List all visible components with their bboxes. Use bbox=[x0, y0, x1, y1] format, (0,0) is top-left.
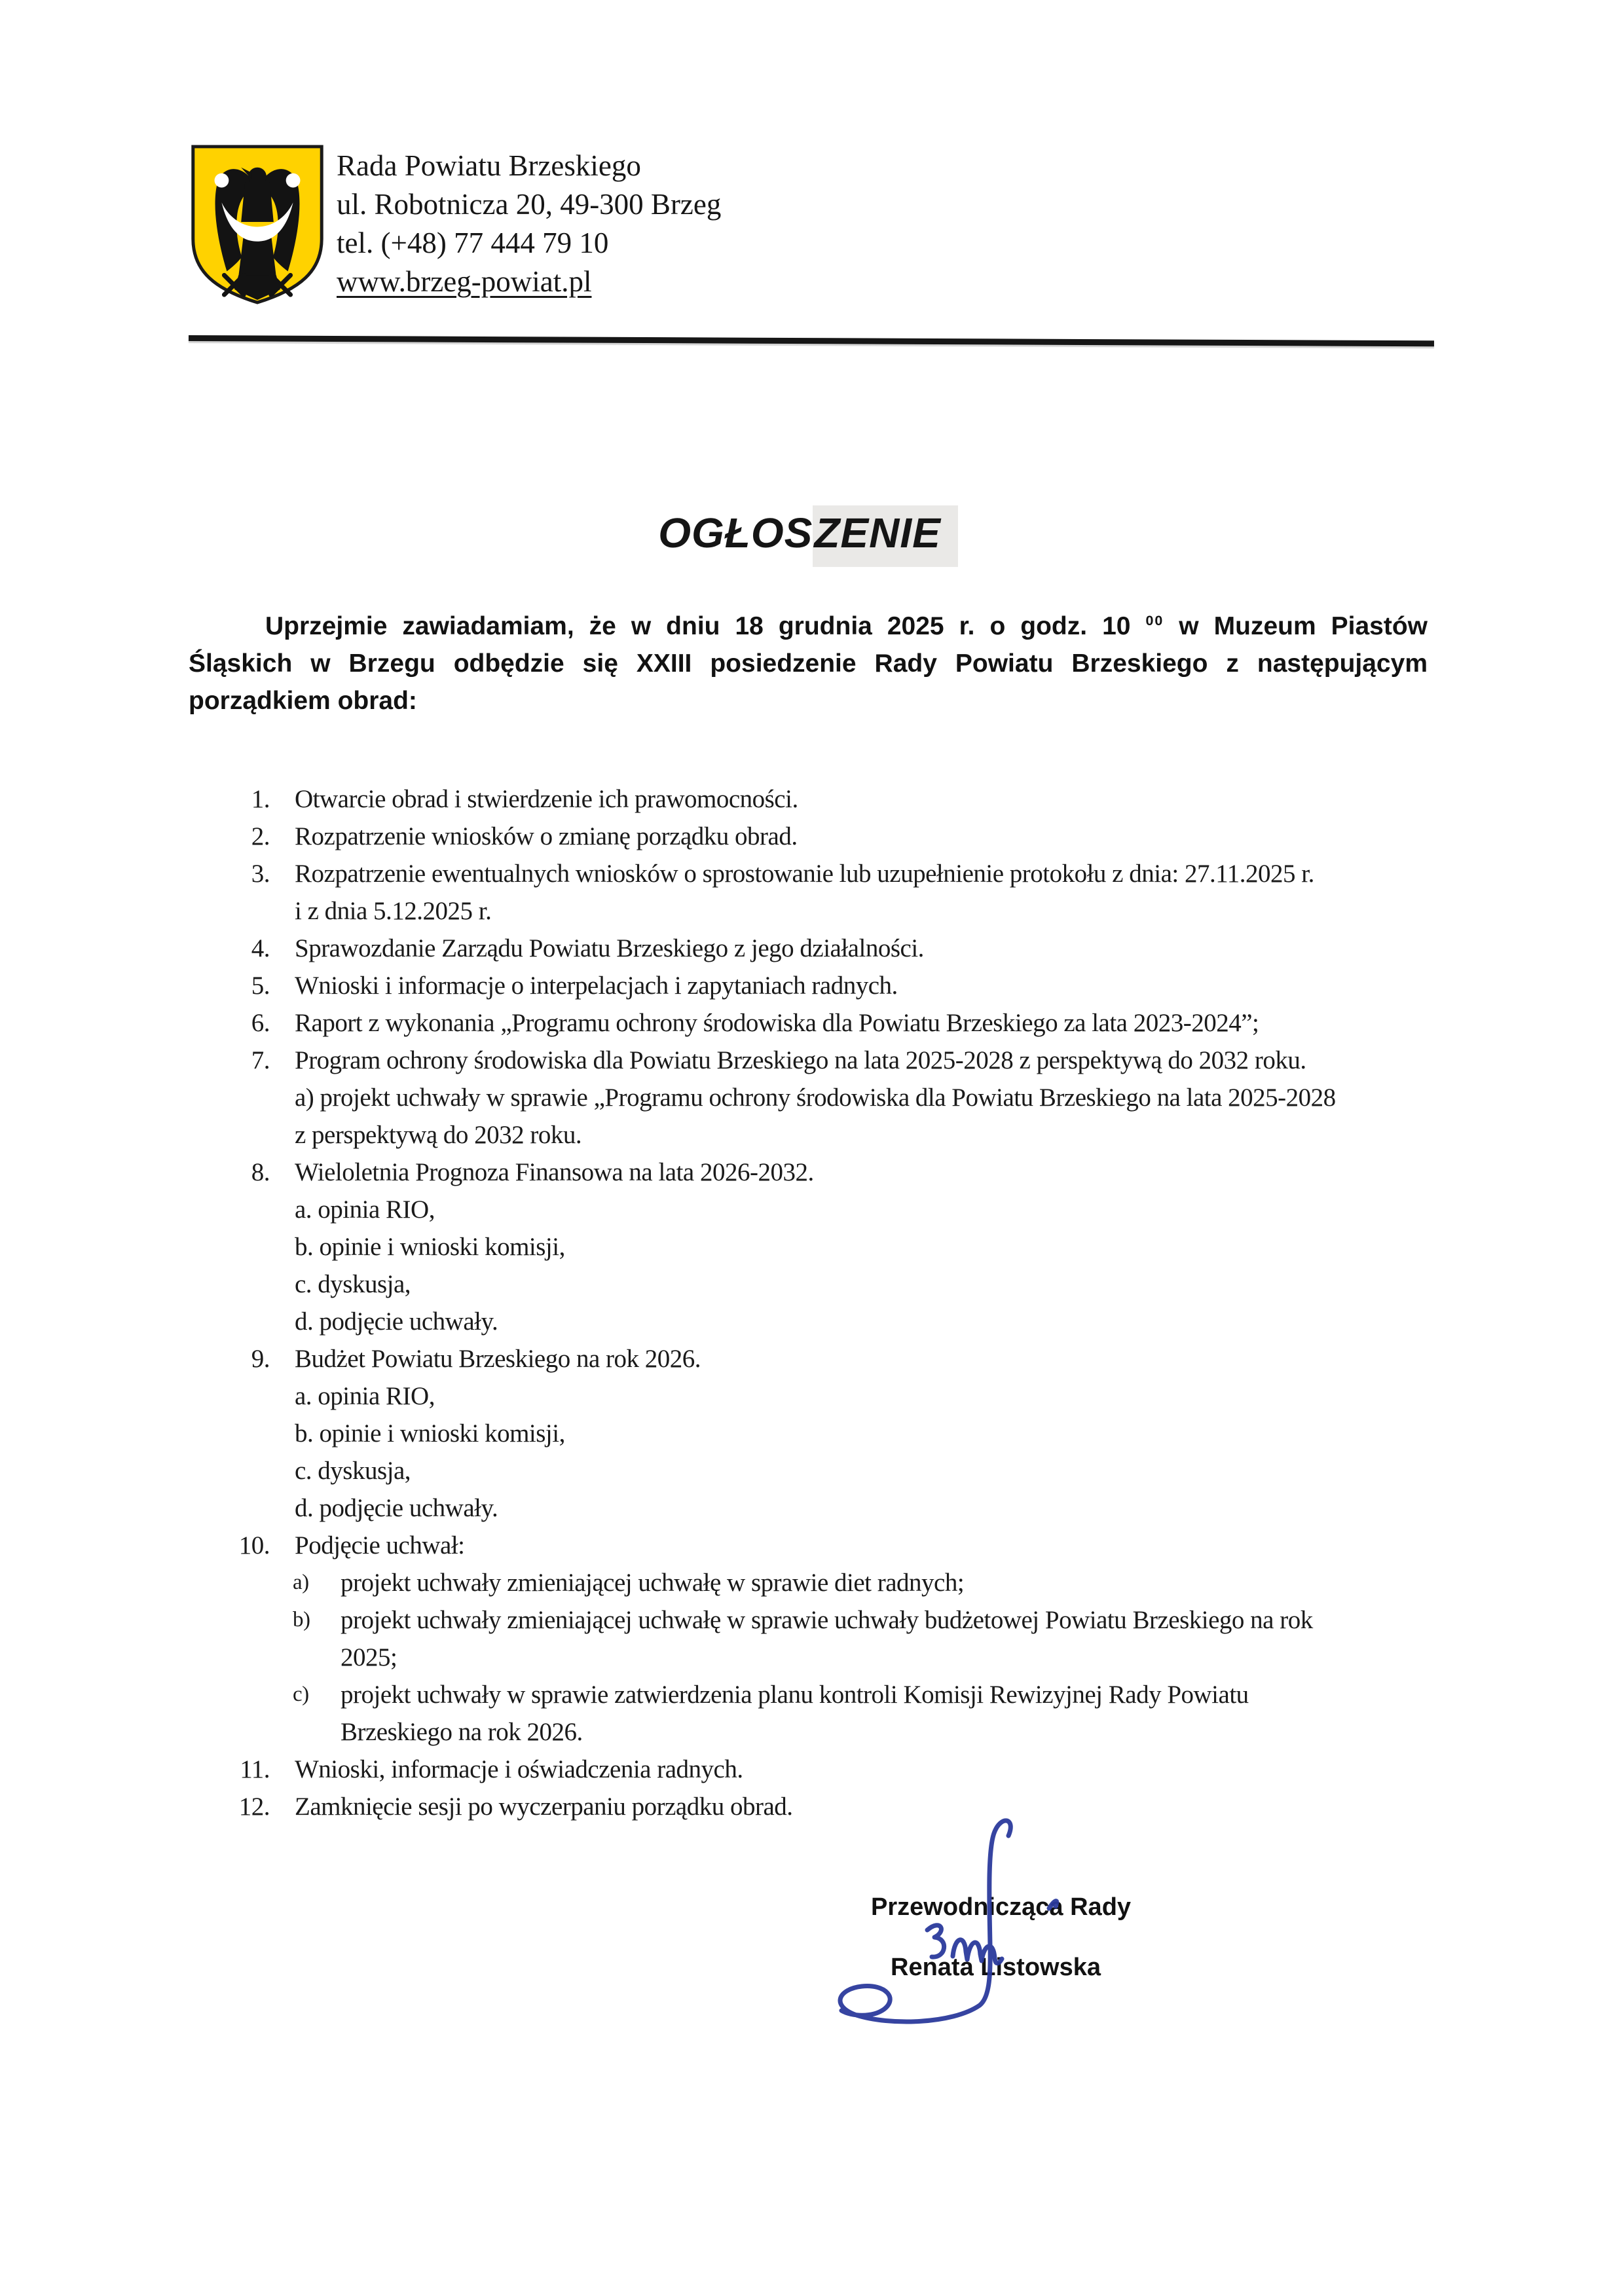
agenda-item-text bbox=[295, 930, 1522, 967]
agenda-item-number: 2. bbox=[251, 822, 270, 850]
agenda-subitem-text bbox=[341, 1564, 1522, 1601]
agenda-line: c. dyskusja, bbox=[295, 1457, 411, 1485]
intro-paragraph bbox=[189, 602, 1428, 720]
agenda-line: Rozpatrzenie ewentualnych wniosków o sprostowanie lub uzupełnienie protokołu z dnia: 27.11.2025 r. bbox=[295, 860, 1314, 888]
agenda-item-number: 7. bbox=[251, 1046, 270, 1074]
agenda-item-text bbox=[295, 1042, 1522, 1154]
agenda-line: Zamknięcie sesji po wyczerpaniu porządku obrad. bbox=[295, 1793, 793, 1821]
agenda-line: Wnioski i informacje o interpelacjach i zapytaniach radnych. bbox=[295, 972, 898, 1000]
org-phone: tel. (+48) 77 444 79 10 bbox=[337, 227, 609, 259]
agenda-subitem bbox=[293, 1601, 1522, 1676]
agenda-line: Budżet Powiatu Brzeskiego na rok 2026. bbox=[295, 1345, 701, 1373]
agenda-item-number: 1. bbox=[251, 785, 270, 813]
agenda-line: Wnioski, informacje i oświadczenia radnych. bbox=[295, 1755, 743, 1783]
agenda-line: Raport z wykonania „Programu ochrony środowiska dla Powiatu Brzeskiego za lata 2023-2024”; bbox=[295, 1009, 1259, 1037]
intro-line-1 bbox=[189, 602, 1428, 645]
agenda-item-text bbox=[295, 1527, 1522, 1564]
agenda-item bbox=[226, 1042, 1522, 1154]
agenda-line: Wieloletnia Prognoza Finansowa na lata 2026-2032. bbox=[295, 1158, 814, 1186]
agenda-line: d. podjęcie uchwały. bbox=[295, 1307, 498, 1336]
agenda-line: Program ochrony środowiska dla Powiatu Brzeskiego na lata 2025-2028 z perspektywą do 2032 roku. bbox=[295, 1046, 1306, 1074]
agenda-line: projekt uchwały w sprawie zatwierdzenia planu kontroli Komisji Rewizyjnej Rady Powiatu bbox=[341, 1681, 1249, 1709]
agenda-item bbox=[226, 1527, 1522, 1564]
page-title-part2: ZENIE bbox=[813, 505, 957, 567]
agenda-list bbox=[226, 780, 1522, 1825]
agenda-item-number: 12. bbox=[238, 1793, 270, 1821]
agenda-subitem-text bbox=[341, 1676, 1522, 1751]
agenda-subitem-marker: b) bbox=[293, 1608, 310, 1631]
agenda-line: Brzeskiego na rok 2026. bbox=[341, 1718, 583, 1746]
page-title-part1: OGŁOS bbox=[658, 509, 813, 556]
agenda-item-number: 5. bbox=[251, 972, 270, 1000]
signature-role: Przewodnicząca Rady bbox=[871, 1893, 1132, 1921]
agenda-item bbox=[226, 967, 1522, 1004]
agenda-line: c. dyskusja, bbox=[295, 1270, 411, 1298]
agenda-item-text bbox=[295, 967, 1522, 1004]
agenda-line: z perspektywą do 2032 roku. bbox=[295, 1121, 582, 1149]
time-superscript: 00 bbox=[1145, 613, 1164, 629]
agenda-line: Podjęcie uchwał: bbox=[295, 1531, 465, 1559]
intro-line-2: Śląskich w Brzegu odbędzie się XXIII posiedzenie Rady Powiatu Brzeskiego z następującym bbox=[189, 649, 1428, 678]
agenda-line: d. podjęcie uchwały. bbox=[295, 1494, 498, 1522]
agenda-item-number: 11. bbox=[240, 1755, 270, 1783]
agenda-line: b. opinie i wnioski komisji, bbox=[295, 1233, 565, 1261]
agenda-line: a. opinia RIO, bbox=[295, 1195, 435, 1224]
agenda-item-number: 10. bbox=[238, 1531, 270, 1559]
agenda-line: b. opinie i wnioski komisji, bbox=[295, 1419, 565, 1448]
agenda-line: Otwarcie obrad i stwierdzenie ich prawomocności. bbox=[295, 785, 798, 813]
letterhead bbox=[337, 147, 721, 301]
handwritten-signature-icon bbox=[812, 1808, 1153, 2024]
agenda-line: projekt uchwały zmieniającej uchwałę w sprawie uchwały budżetowej Powiatu Brzeskiego na rok bbox=[341, 1606, 1313, 1634]
coat-of-arms-icon bbox=[189, 143, 326, 306]
agenda-item-text bbox=[295, 780, 1522, 818]
agenda-line: 2025; bbox=[341, 1643, 397, 1671]
org-website: www.brzeg-powiat.pl bbox=[337, 265, 592, 298]
agenda-item bbox=[226, 780, 1522, 818]
org-name: Rada Powiatu Brzeskiego bbox=[337, 149, 641, 182]
agenda-item bbox=[226, 1340, 1522, 1527]
agenda-item bbox=[226, 818, 1522, 855]
agenda-line: a) projekt uchwały w sprawie „Programu ochrony środowiska dla Powiatu Brzeskiego na lata 2025-2028 bbox=[295, 1084, 1336, 1112]
agenda-item bbox=[226, 930, 1522, 967]
agenda-item-number: 8. bbox=[251, 1158, 270, 1186]
page-title bbox=[189, 505, 1428, 560]
agenda-item-text bbox=[295, 855, 1522, 930]
agenda-line: Rozpatrzenie wniosków o zmianę porządku obrad. bbox=[295, 822, 798, 850]
agenda-subitem-text bbox=[341, 1601, 1522, 1676]
intro-line1-tail: w Muzeum Piastów bbox=[1164, 612, 1428, 640]
agenda-item-number: 9. bbox=[251, 1345, 270, 1373]
agenda-line: a. opinia RIO, bbox=[295, 1382, 435, 1410]
agenda-subitem-marker: c) bbox=[293, 1683, 309, 1706]
intro-line-3: porządkiem obrad: bbox=[189, 687, 417, 715]
agenda-item bbox=[226, 1004, 1522, 1042]
agenda-item bbox=[226, 1751, 1522, 1788]
agenda-line: i z dnia 5.12.2025 r. bbox=[295, 897, 492, 925]
agenda-line: projekt uchwały zmieniającej uchwałę w sprawie diet radnych; bbox=[341, 1569, 965, 1597]
agenda-item-text bbox=[295, 1751, 1522, 1788]
intro-line1-text: Uprzejmie zawiadamiam, że w dniu 18 grudnia 2025 r. o godz. 10 bbox=[265, 612, 1146, 640]
agenda-item-text bbox=[295, 1340, 1522, 1527]
org-address: ul. Robotnicza 20, 49-300 Brzeg bbox=[337, 188, 722, 221]
agenda-line: Sprawozdanie Zarządu Powiatu Brzeskiego z jego działalności. bbox=[295, 934, 924, 962]
agenda-subitem bbox=[293, 1676, 1522, 1751]
agenda-item-text bbox=[295, 1154, 1522, 1340]
agenda-item bbox=[226, 855, 1522, 930]
agenda-subitem bbox=[293, 1564, 1522, 1601]
agenda-item-number: 4. bbox=[251, 934, 270, 962]
header-divider bbox=[189, 335, 1434, 346]
agenda-item-number: 3. bbox=[251, 860, 270, 888]
agenda-item-text bbox=[295, 818, 1522, 855]
agenda-item-number: 6. bbox=[251, 1009, 270, 1037]
agenda-item-text bbox=[295, 1004, 1522, 1042]
signature-name: Renata Listowska bbox=[891, 1954, 1101, 1981]
agenda-subitem-marker: a) bbox=[293, 1571, 309, 1594]
agenda-item bbox=[226, 1154, 1522, 1340]
